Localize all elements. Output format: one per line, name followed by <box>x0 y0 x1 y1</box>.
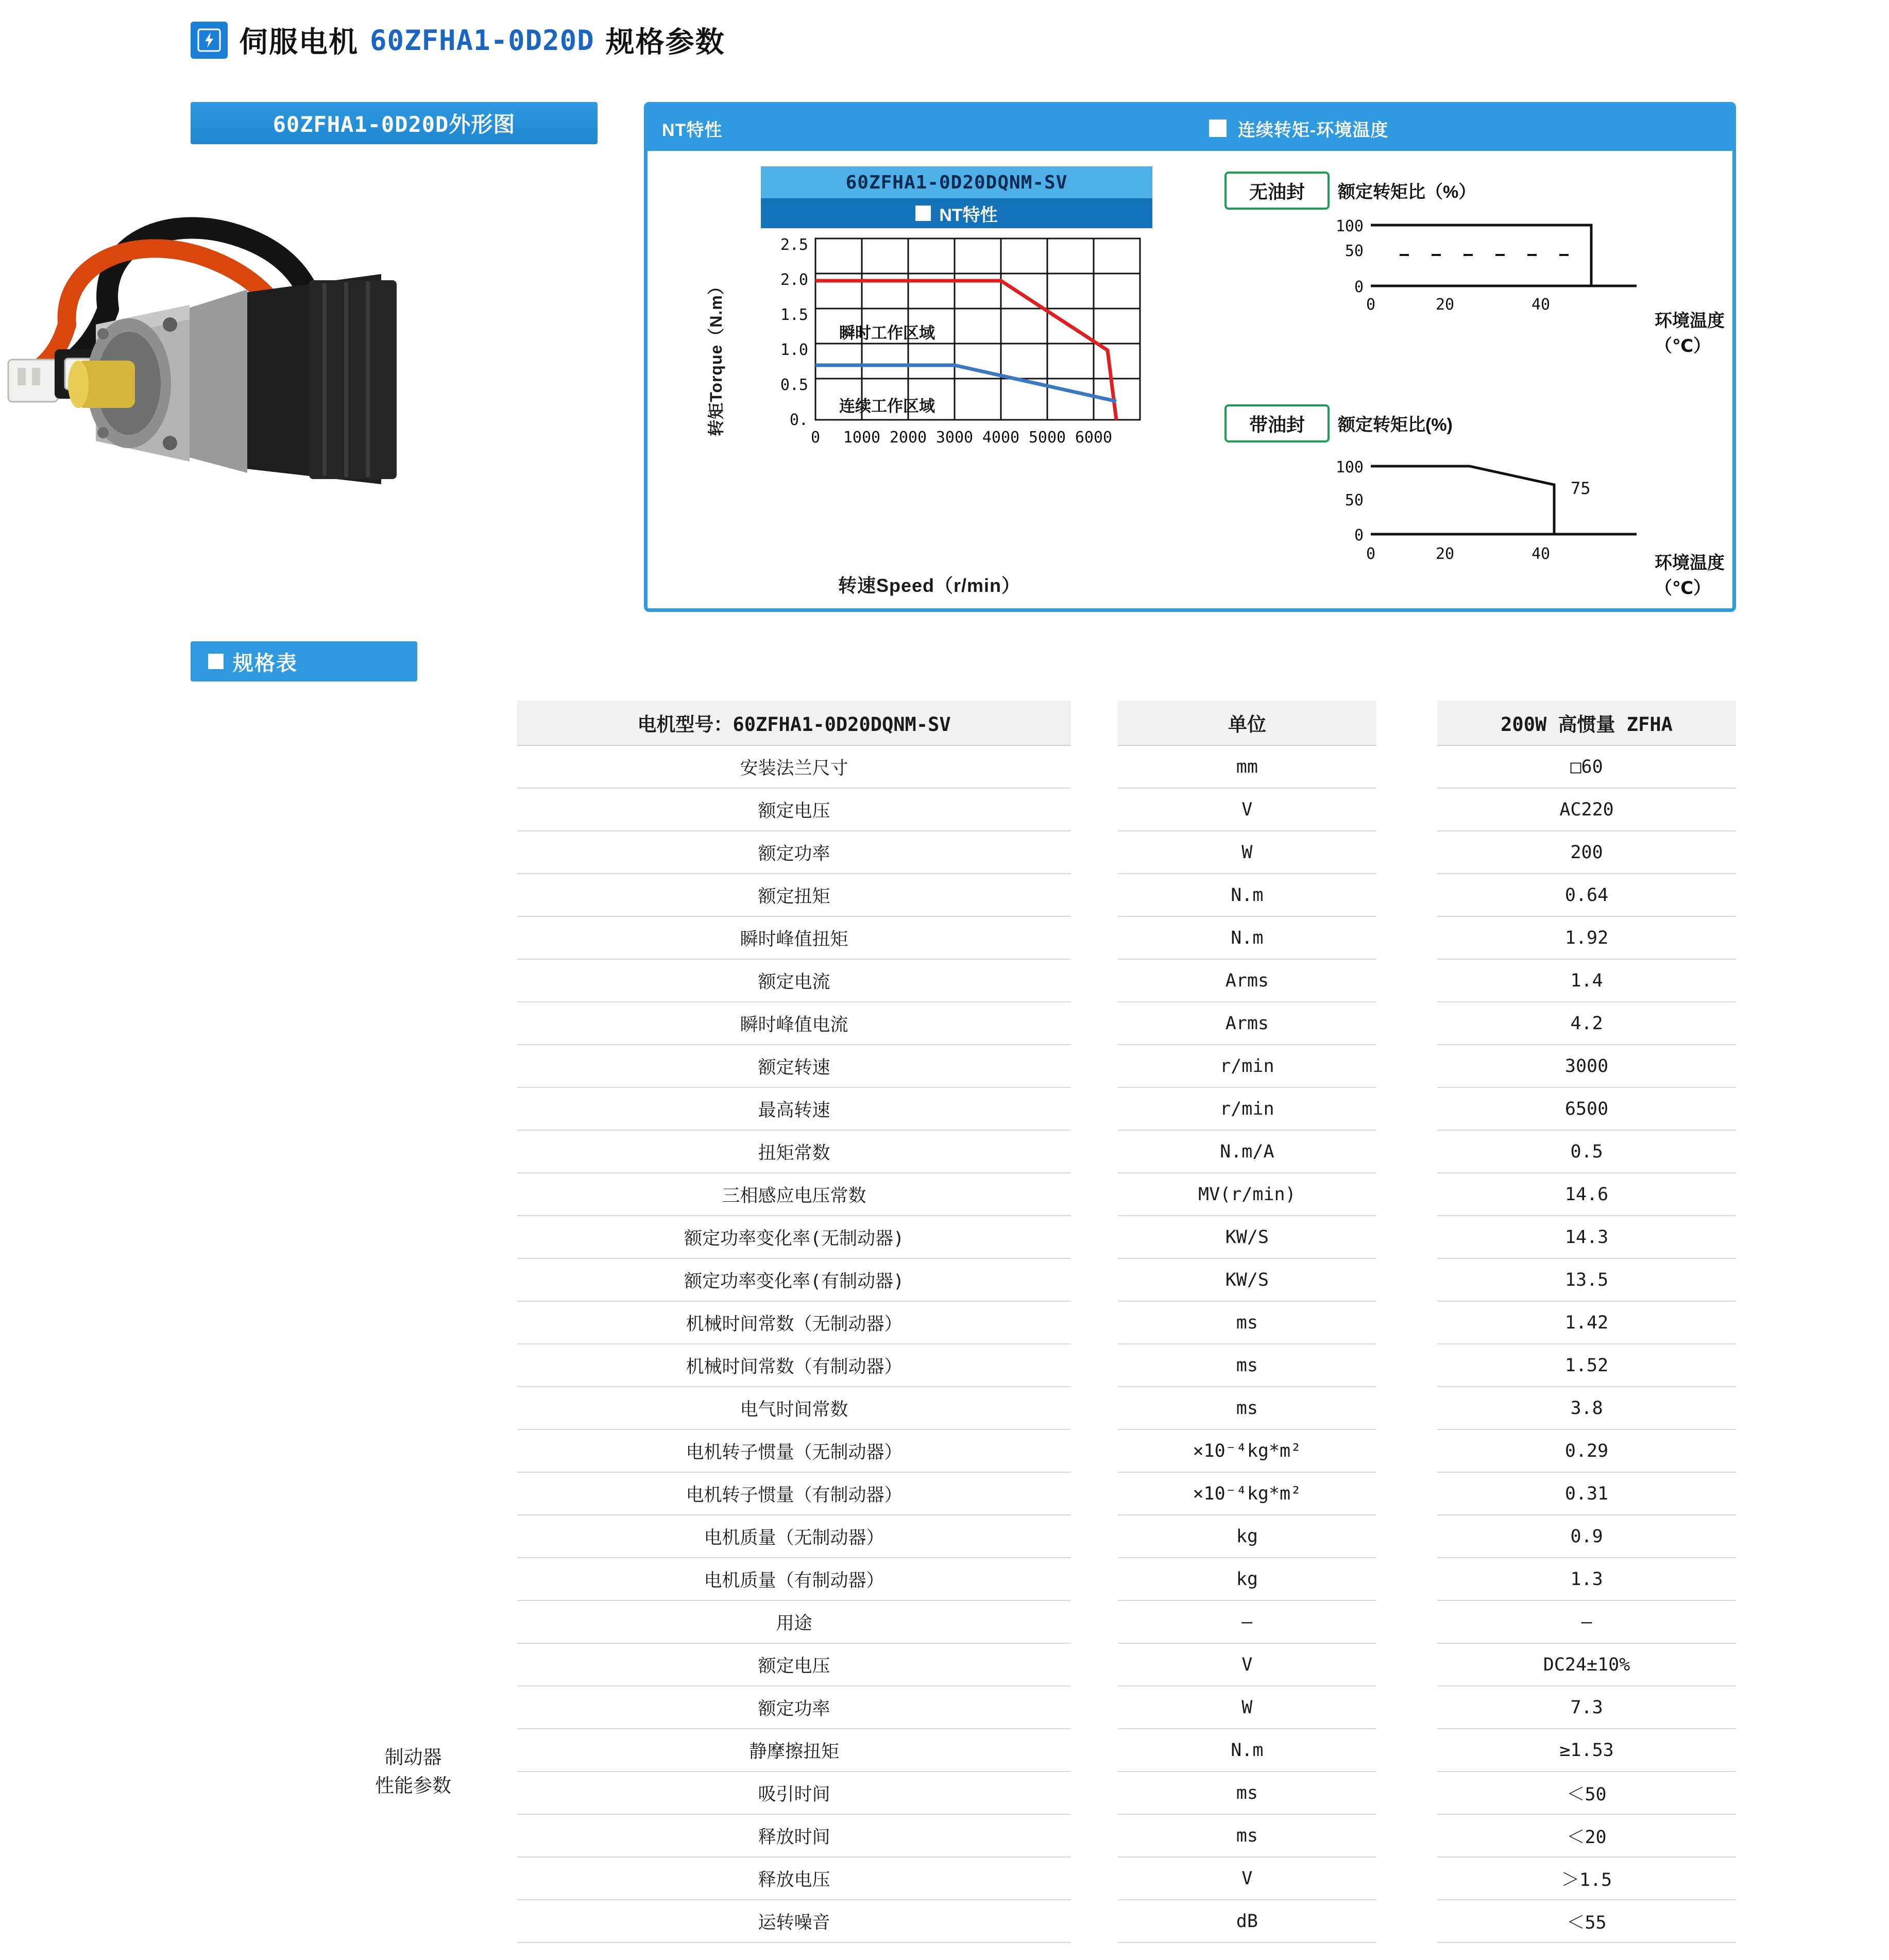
row-value: 0.5 <box>1437 1130 1736 1173</box>
row-gap-2 <box>1376 916 1437 959</box>
continuous-region-label: 连续工作区域 <box>839 397 935 415</box>
row-gap-2 <box>1376 1729 1437 1771</box>
with-oil-seal-badge <box>1224 404 1330 442</box>
with-oil-seal-label: 带油封 <box>1249 414 1305 435</box>
row-gap-1 <box>1071 1686 1118 1729</box>
row-gap-1 <box>1071 1643 1118 1686</box>
row-spacer <box>309 1045 517 1087</box>
table-row <box>309 1173 1736 1216</box>
table-row <box>309 1130 1736 1173</box>
row-gap-1 <box>1071 1558 1118 1600</box>
table-body <box>309 745 1736 1942</box>
table-row-brake <box>309 1857 1736 1900</box>
row-value: 0.29 <box>1437 1429 1736 1472</box>
table-row-brake <box>309 1814 1736 1857</box>
nt-graph-svg <box>761 228 1163 584</box>
page-subtitle: 规格参数 <box>605 26 725 58</box>
row-spacer <box>309 1387 517 1429</box>
table-header-row <box>309 701 1736 745</box>
svg-text:40: 40 <box>1531 545 1551 563</box>
row-unit: r/min <box>1118 1087 1376 1130</box>
row-gap-1 <box>1071 1900 1118 1942</box>
row-unit: — <box>1118 1600 1376 1643</box>
row-unit: Arms <box>1118 1002 1376 1045</box>
row-unit: ×10⁻⁴kg*m² <box>1118 1429 1376 1472</box>
row-gap-1 <box>1071 1258 1118 1301</box>
row-spacer <box>309 916 517 959</box>
header-unit: 单位 <box>1118 701 1376 745</box>
row-value: 1.92 <box>1437 916 1736 959</box>
table-row <box>309 1258 1736 1301</box>
table-row <box>309 1472 1736 1515</box>
row-value: AC220 <box>1437 788 1736 831</box>
row-value: 7.3 <box>1437 1686 1736 1729</box>
row-name: 机械时间常数（无制动器） <box>517 1301 1071 1344</box>
spec-table-tab-label: 规格表 <box>233 652 298 675</box>
row-value: 0.64 <box>1437 874 1736 916</box>
row-spacer <box>309 1002 517 1045</box>
row-unit: N.m <box>1118 1729 1376 1771</box>
row-name: 电机转子惯量（有制动器） <box>517 1472 1071 1515</box>
row-gap-1 <box>1071 831 1118 874</box>
torque-temperature-label: 连续转矩-环境温度 <box>1238 120 1389 140</box>
characteristics-panel <box>644 102 1736 612</box>
row-name: 额定电压 <box>517 788 1071 831</box>
table-row <box>309 831 1736 874</box>
row-value: □60 <box>1437 745 1736 788</box>
row-gap-2 <box>1376 1258 1437 1301</box>
row-name: 安装法兰尺寸 <box>517 745 1071 788</box>
row-gap-2 <box>1376 1515 1437 1558</box>
row-name: 额定电压 <box>517 1643 1071 1686</box>
row-gap-2 <box>1376 1301 1437 1344</box>
row-unit: ms <box>1118 1387 1376 1429</box>
row-name: 释放电压 <box>517 1857 1071 1900</box>
row-gap-1 <box>1071 1429 1118 1472</box>
row-gap-1 <box>1071 1045 1118 1087</box>
row-gap-2 <box>1376 788 1437 831</box>
row-gap-2 <box>1376 831 1437 874</box>
row-gap-1 <box>1071 1173 1118 1216</box>
no-oil-seal-badge <box>1224 172 1330 210</box>
row-name: 运转噪音 <box>517 1900 1071 1942</box>
table-row <box>309 1344 1736 1387</box>
lightning-badge-icon <box>191 22 228 59</box>
table-row-brake <box>309 1686 1736 1729</box>
svg-text:20: 20 <box>1435 296 1455 314</box>
table-row <box>309 1301 1736 1344</box>
row-name: 额定功率 <box>517 831 1071 874</box>
svg-text:0: 0 <box>1354 526 1364 544</box>
table-row <box>309 874 1736 916</box>
row-value: ＜55 <box>1437 1900 1736 1942</box>
row-value: 0.31 <box>1437 1472 1736 1515</box>
temperature-axis-label-bottom: 环境温度（℃） <box>1655 553 1725 598</box>
row-name: 额定功率变化率(有制动器) <box>517 1258 1071 1301</box>
row-value: 4.2 <box>1437 1002 1736 1045</box>
page-header <box>191 20 725 61</box>
row-gap-1 <box>1071 1771 1118 1814</box>
table-row <box>309 1045 1736 1087</box>
characteristics-panel-header <box>648 106 1732 151</box>
row-gap-1 <box>1071 1515 1118 1558</box>
svg-text:50: 50 <box>1345 242 1364 260</box>
row-unit: ms <box>1118 1301 1376 1344</box>
table-row-brake <box>309 1729 1736 1771</box>
table-row <box>309 959 1736 1002</box>
row-unit: V <box>1118 1643 1376 1686</box>
svg-text:6000: 6000 <box>1075 429 1113 447</box>
svg-text:2.5: 2.5 <box>780 236 808 254</box>
svg-text:50: 50 <box>1345 491 1364 509</box>
brake-group-label-line1: 制动器 <box>384 1746 442 1768</box>
nt-characteristics-label: NT特性 <box>662 120 723 140</box>
nt-chart-title: 60ZFHA1-0D20DQNM-SV <box>761 166 1152 198</box>
table-row <box>309 745 1736 788</box>
nt-y-axis-label: 转矩Torque（N.m） <box>707 278 725 436</box>
row-spacer <box>309 959 517 1002</box>
specification-table <box>309 701 1736 1943</box>
row-gap-2 <box>1376 1002 1437 1045</box>
row-value: 14.3 <box>1437 1216 1736 1258</box>
row-name: 吸引时间 <box>517 1771 1071 1814</box>
row-gap-2 <box>1376 1472 1437 1515</box>
row-unit: V <box>1118 788 1376 831</box>
row-unit: ms <box>1118 1771 1376 1814</box>
row-value: ≥1.53 <box>1437 1729 1736 1771</box>
row-value: — <box>1437 1600 1736 1643</box>
row-spacer <box>309 788 517 831</box>
bullet-square-icon <box>915 206 931 221</box>
svg-text:0: 0 <box>1366 296 1376 314</box>
svg-text:0: 0 <box>1366 545 1376 563</box>
row-value: 13.5 <box>1437 1258 1736 1301</box>
row-gap-1 <box>1071 959 1118 1002</box>
row-name: 瞬时峰值扭矩 <box>517 916 1071 959</box>
row-value: 14.6 <box>1437 1173 1736 1216</box>
row-spacer <box>309 745 517 788</box>
row-spacer <box>309 874 517 916</box>
table-row <box>309 1216 1736 1258</box>
svg-text:0.: 0. <box>789 411 808 429</box>
row-value: 1.4 <box>1437 959 1736 1002</box>
row-unit: Arms <box>1118 959 1376 1002</box>
row-gap-2 <box>1376 1344 1437 1387</box>
table-row <box>309 1387 1736 1429</box>
row-value: ＜50 <box>1437 1771 1736 1814</box>
row-spacer <box>309 1472 517 1515</box>
row-spacer <box>309 1087 517 1130</box>
row-gap-1 <box>1071 874 1118 916</box>
row-spacer <box>309 831 517 874</box>
svg-text:40: 40 <box>1531 296 1551 314</box>
row-unit: kg <box>1118 1515 1376 1558</box>
no-oil-seal-label: 无油封 <box>1249 181 1305 202</box>
row-name: 额定电流 <box>517 959 1071 1002</box>
row-gap-1 <box>1071 1857 1118 1900</box>
row-name: 电机质量（有制动器） <box>517 1558 1071 1600</box>
row-gap-1 <box>1071 1216 1118 1258</box>
row-unit: r/min <box>1118 1045 1376 1087</box>
row-gap-2 <box>1376 1558 1437 1600</box>
row-gap-1 <box>1071 1472 1118 1515</box>
row-spacer <box>309 1173 517 1216</box>
svg-text:100: 100 <box>1335 458 1364 476</box>
row-value: 3.8 <box>1437 1387 1736 1429</box>
ratio-caption-bottom: 额定转矩比(%) <box>1338 415 1453 435</box>
svg-text:4000: 4000 <box>982 429 1020 447</box>
row-name: 电机质量（无制动器） <box>517 1515 1071 1558</box>
row-name: 三相感应电压常数 <box>517 1173 1071 1216</box>
row-spacer <box>309 1301 517 1344</box>
table-row <box>309 1558 1736 1600</box>
spec-table-tab <box>191 641 417 681</box>
row-name: 瞬时峰值电流 <box>517 1002 1071 1045</box>
svg-text:1000: 1000 <box>843 429 881 447</box>
svg-text:2000: 2000 <box>889 429 927 447</box>
row-unit: MV(r/min) <box>1118 1173 1376 1216</box>
brake-group-label <box>309 1600 517 1942</box>
nt-chart-subtitle-bar <box>761 198 1152 228</box>
row-name: 释放时间 <box>517 1814 1071 1857</box>
table-row <box>309 1002 1736 1045</box>
row-gap-1 <box>1071 1002 1118 1045</box>
row-value: 6500 <box>1437 1087 1736 1130</box>
brake-group-label-line2: 性能参数 <box>375 1775 452 1797</box>
bullet-square-icon <box>208 654 224 669</box>
row-value: 1.42 <box>1437 1301 1736 1344</box>
row-value: 1.52 <box>1437 1344 1736 1387</box>
header-spacer <box>309 701 517 745</box>
row-name: 额定功率变化率(无制动器) <box>517 1216 1071 1258</box>
svg-text:100: 100 <box>1335 217 1364 235</box>
row-value: 1.3 <box>1437 1558 1736 1600</box>
svg-text:20: 20 <box>1435 545 1455 563</box>
nt-graph-wrapper <box>707 228 1152 596</box>
row-gap-1 <box>1071 1301 1118 1344</box>
row-gap-1 <box>1071 1814 1118 1857</box>
svg-text:0.5: 0.5 <box>780 376 808 394</box>
row-gap-1 <box>1071 1087 1118 1130</box>
row-name: 额定转速 <box>517 1045 1071 1087</box>
header-gap-1 <box>1071 701 1118 745</box>
row-gap-2 <box>1376 1087 1437 1130</box>
row-name: 用途 <box>517 1600 1071 1643</box>
table-row-brake <box>309 1900 1736 1942</box>
svg-text:2.0: 2.0 <box>780 271 808 289</box>
row-name: 扭矩常数 <box>517 1130 1071 1173</box>
header-motor-model: 电机型号：60ZFHA1-0D20DQNM-SV <box>517 701 1071 745</box>
row-spacer <box>309 1258 517 1301</box>
row-gap-1 <box>1071 1344 1118 1387</box>
table-row-brake <box>309 1643 1736 1686</box>
bullet-square-icon <box>1209 120 1227 137</box>
page-model-code: 60ZFHA1-0D20D <box>370 24 594 57</box>
row-gap-2 <box>1376 1814 1437 1857</box>
row-gap-2 <box>1376 1600 1437 1643</box>
row-unit: kg <box>1118 1558 1376 1600</box>
page-title: 伺服电机 <box>239 26 359 58</box>
row-gap-2 <box>1376 1387 1437 1429</box>
row-unit: W <box>1118 1686 1376 1729</box>
table-row <box>309 1429 1736 1472</box>
row-gap-1 <box>1071 745 1118 788</box>
svg-text:1.0: 1.0 <box>780 341 808 359</box>
table-row <box>309 916 1736 959</box>
row-gap-2 <box>1376 1130 1437 1173</box>
row-unit: mm <box>1118 745 1376 788</box>
table-row-brake <box>309 1600 1736 1643</box>
row-gap-2 <box>1376 745 1437 788</box>
row-name: 最高转速 <box>517 1087 1071 1130</box>
outline-drawing-tab <box>191 102 598 144</box>
svg-text:5000: 5000 <box>1028 429 1066 447</box>
row-gap-1 <box>1071 1729 1118 1771</box>
header-gap-2 <box>1376 701 1437 745</box>
row-gap-1 <box>1071 916 1118 959</box>
header-value: 200W 高惯量 ZFHA <box>1437 701 1736 745</box>
table-row-brake <box>309 1771 1736 1814</box>
row-spacer <box>309 1429 517 1472</box>
row-gap-1 <box>1071 1600 1118 1643</box>
row-spacer <box>309 1558 517 1600</box>
row-unit: KW/S <box>1118 1216 1376 1258</box>
temperature-axis-label-top: 环境温度（℃） <box>1655 311 1725 356</box>
row-value: 3000 <box>1437 1045 1736 1087</box>
row-unit: KW/S <box>1118 1258 1376 1301</box>
row-value: ＜20 <box>1437 1814 1736 1857</box>
row-gap-2 <box>1376 1900 1437 1942</box>
table-row <box>309 1087 1736 1130</box>
nt-chart-block <box>707 166 1194 596</box>
torque-temperature-header-group <box>1209 116 1388 141</box>
seal-value-75: 75 <box>1571 479 1591 498</box>
row-gap-2 <box>1376 1216 1437 1258</box>
ratio-caption-top: 额定转矩比（%） <box>1338 182 1476 202</box>
svg-text:3000: 3000 <box>935 429 974 447</box>
svg-text:0: 0 <box>1354 278 1364 296</box>
row-unit: V <box>1118 1857 1376 1900</box>
table-row <box>309 1515 1736 1558</box>
outline-drawing-tab-label: 60ZFHA1-0D20D外形图 <box>273 112 516 137</box>
svg-text:0: 0 <box>810 429 821 447</box>
row-gap-2 <box>1376 1771 1437 1814</box>
row-value: 200 <box>1437 831 1736 874</box>
row-gap-2 <box>1376 1429 1437 1472</box>
row-unit: ms <box>1118 1344 1376 1387</box>
row-gap-2 <box>1376 1686 1437 1729</box>
row-gap-1 <box>1071 788 1118 831</box>
row-unit: dB <box>1118 1900 1376 1942</box>
row-gap-1 <box>1071 1130 1118 1173</box>
row-unit: ms <box>1118 1814 1376 1857</box>
row-name: 额定扭矩 <box>517 874 1071 916</box>
row-spacer <box>309 1344 517 1387</box>
row-unit: N.m <box>1118 874 1376 916</box>
row-name: 电机转子惯量（无制动器） <box>517 1429 1071 1472</box>
row-spacer <box>309 1515 517 1558</box>
instant-region-label: 瞬时工作区域 <box>839 324 935 342</box>
svg-text:1.5: 1.5 <box>780 306 808 324</box>
row-gap-2 <box>1376 959 1437 1002</box>
row-unit: ×10⁻⁴kg*m² <box>1118 1472 1376 1515</box>
row-gap-2 <box>1376 1643 1437 1686</box>
table-row <box>309 788 1736 831</box>
row-unit: N.m/A <box>1118 1130 1376 1173</box>
row-gap-2 <box>1376 1857 1437 1900</box>
row-gap-2 <box>1376 1045 1437 1087</box>
nt-x-axis-label: 转速Speed（r/min） <box>838 575 1021 596</box>
row-name: 静摩擦扭矩 <box>517 1729 1071 1771</box>
servo-motor-photo <box>0 155 634 546</box>
row-spacer <box>309 1216 517 1258</box>
row-gap-1 <box>1071 1387 1118 1429</box>
row-value: DC24±10% <box>1437 1643 1736 1686</box>
row-unit: W <box>1118 831 1376 874</box>
nt-chart-subtitle: NT特性 <box>939 205 998 225</box>
row-unit: N.m <box>1118 916 1376 959</box>
row-value: ＞1.5 <box>1437 1857 1736 1900</box>
row-name: 电气时间常数 <box>517 1387 1071 1429</box>
row-value: 0.9 <box>1437 1515 1736 1558</box>
row-spacer <box>309 1130 517 1173</box>
row-gap-2 <box>1376 874 1437 916</box>
row-gap-2 <box>1376 1173 1437 1216</box>
row-name: 额定功率 <box>517 1686 1071 1729</box>
row-name: 机械时间常数（有制动器） <box>517 1344 1071 1387</box>
